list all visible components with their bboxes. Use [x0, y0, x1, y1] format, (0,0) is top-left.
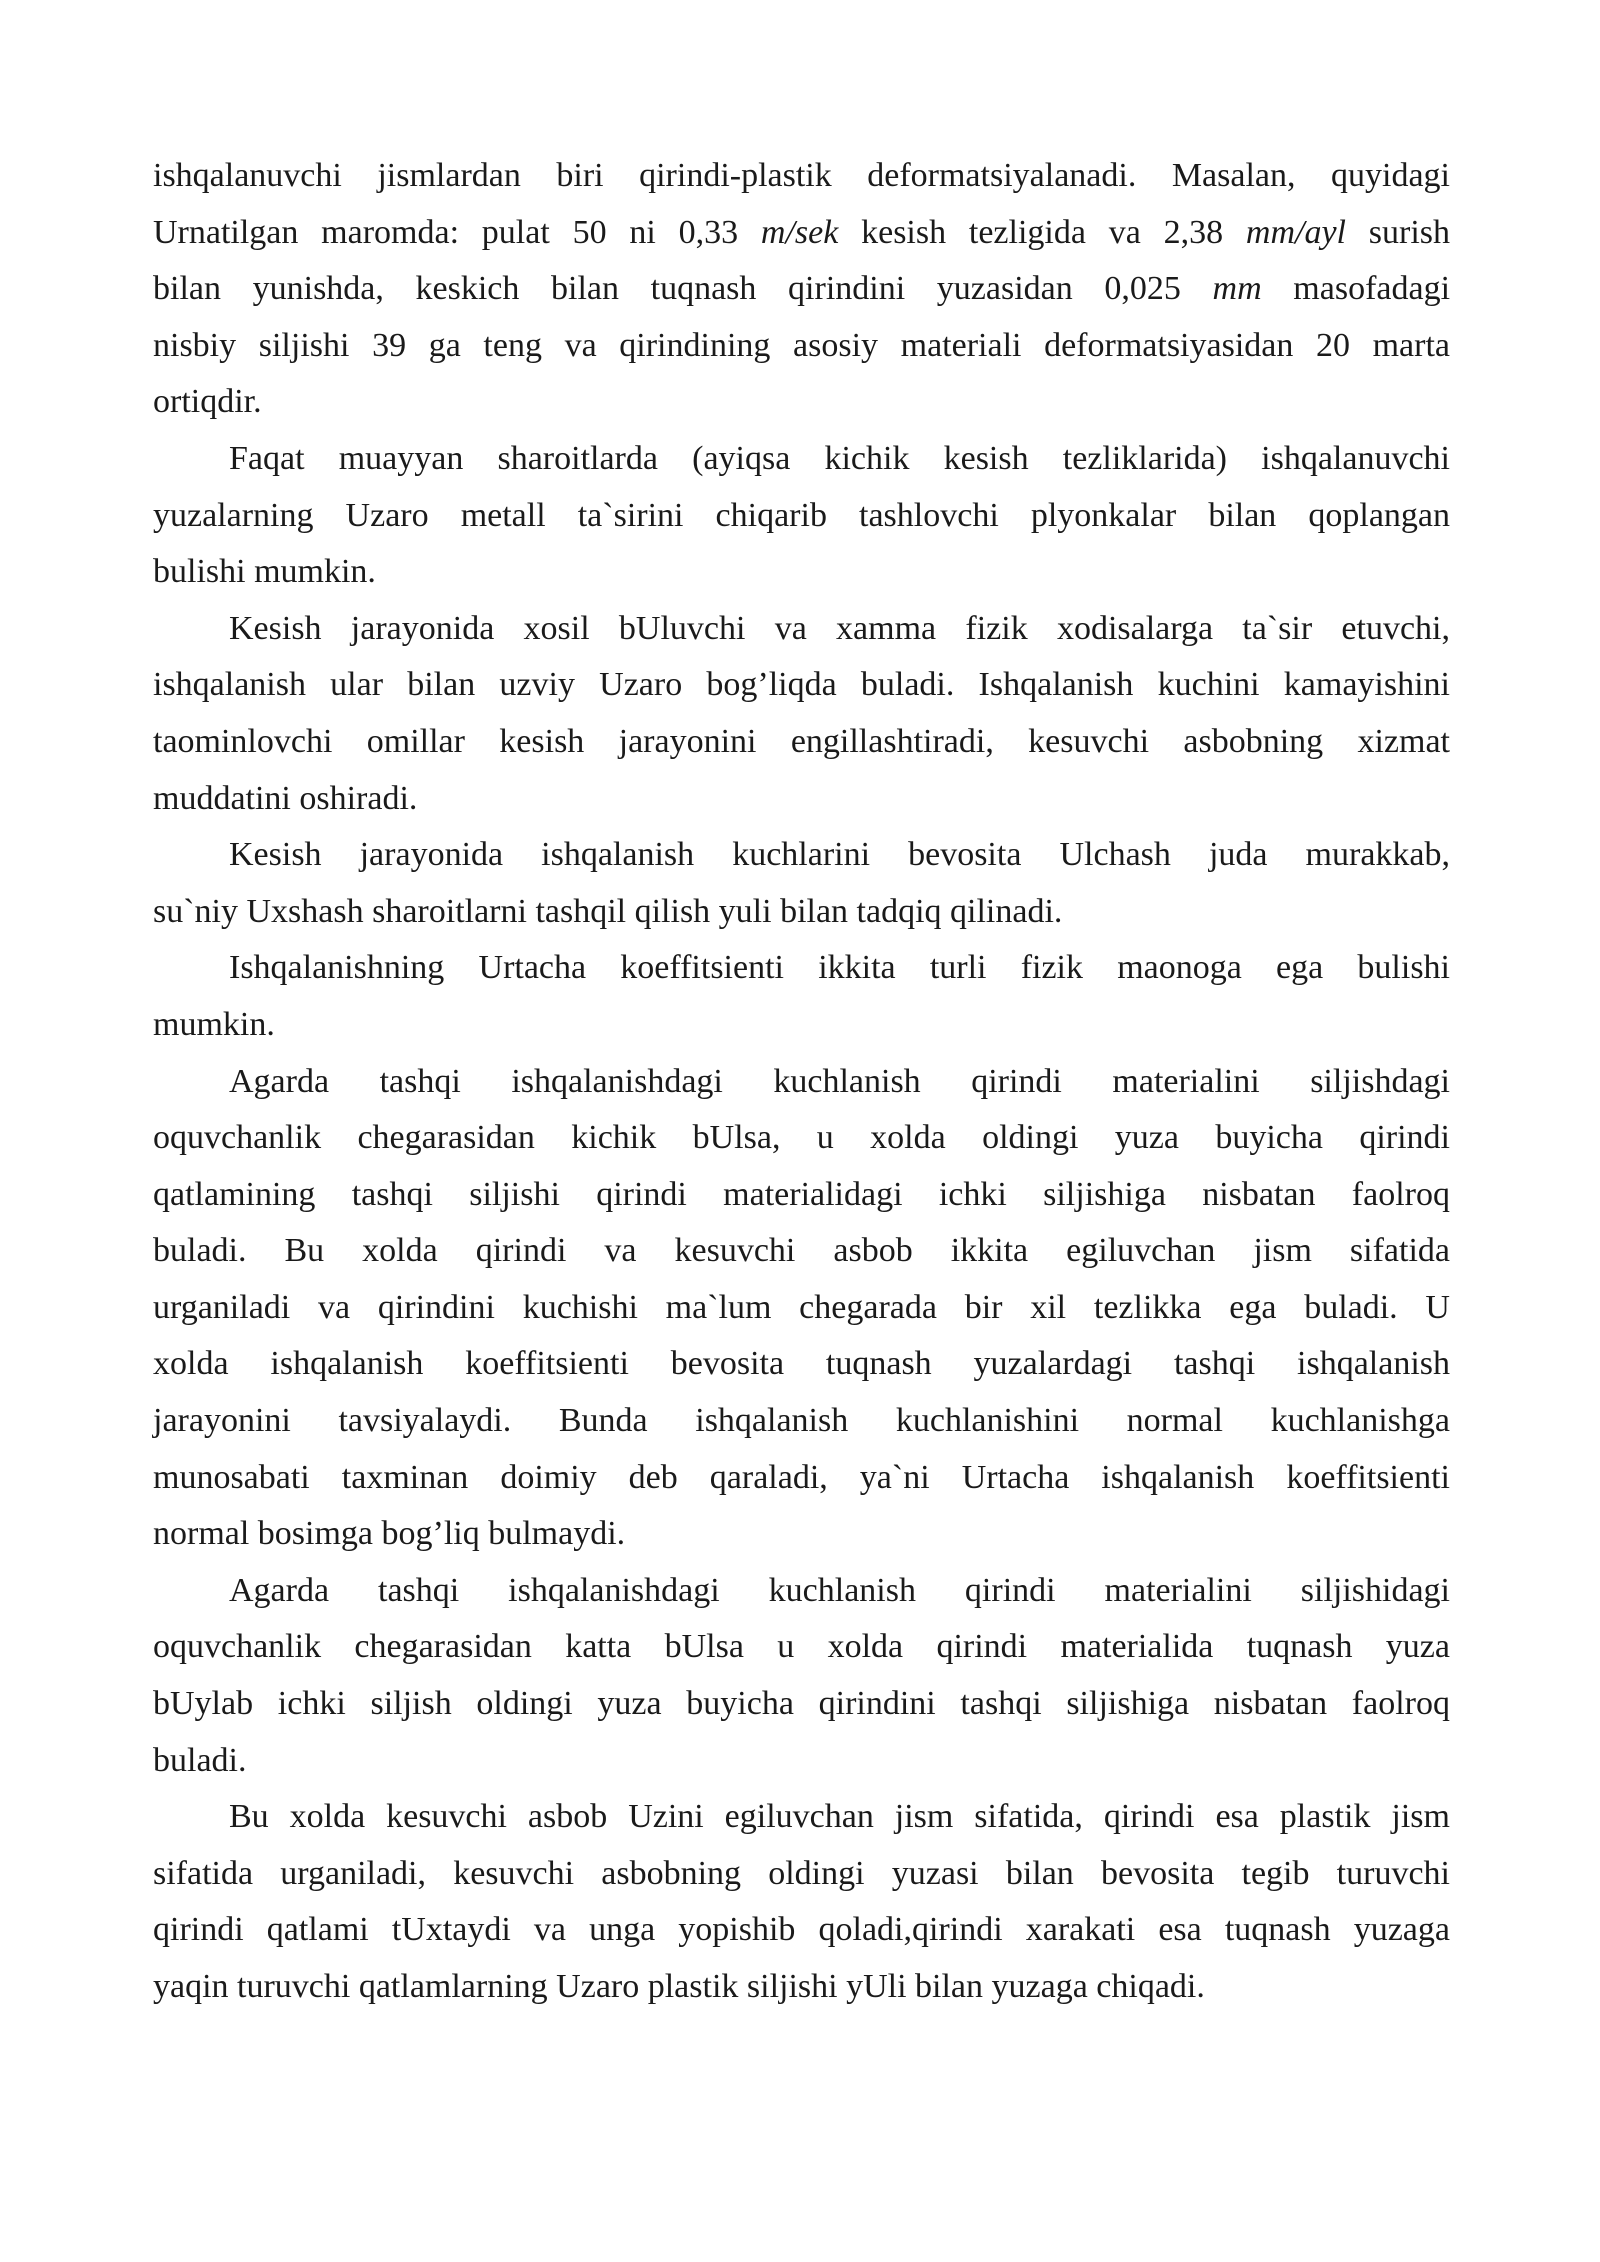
text-line — [153, 544, 1450, 601]
text-segment: nisbiy siljishi 39 ga teng va qirindining asosiy materiali deformatsiyasidan 20 marta — [153, 326, 1450, 364]
paragraph — [153, 940, 1450, 1053]
text-segment: jarayonini tavsiyalaydi. Bunda ishqalanish kuchlanishini normal kuchlanishga — [153, 1402, 1450, 1440]
text-line — [153, 601, 1450, 658]
text-line — [153, 1959, 1450, 2016]
text-line — [153, 1280, 1450, 1337]
text-segment: yuzalarning Uzaro metall ta`sirini chiqarib tashlovchi plyonkalar bilan qoplangan — [153, 496, 1450, 534]
italic-unit: m/sek — [760, 213, 839, 251]
text-segment: oquvchanlik chegarasidan katta bUlsa u xolda qirindi materialida tuqnash yuza — [153, 1628, 1450, 1666]
text-segment: buladi. Bu xolda qirindi va kesuvchi asbob ikkita egiluvchan jism sifatida — [153, 1232, 1450, 1270]
text-segment: normal bosimga bog’liq bulmaydi. — [153, 1515, 626, 1553]
text-segment: bulishi mumkin. — [153, 553, 376, 591]
text-line — [153, 940, 1450, 997]
text-line — [153, 318, 1450, 375]
text-line — [153, 1846, 1450, 1903]
text-segment: muddatini oshiradi. — [153, 779, 418, 817]
text-line — [153, 714, 1450, 771]
text-line — [153, 771, 1450, 828]
text-line — [153, 884, 1450, 941]
text-line — [153, 1789, 1450, 1846]
text-line — [153, 1450, 1450, 1507]
text-line — [153, 431, 1450, 488]
text-segment: Agarda tashqi ishqalanishdagi kuchlanish qirindi materialini siljishdagi — [229, 1062, 1450, 1100]
text-segment: taominlovchi omillar kesish jarayonini engillashtiradi, kesuvchi asbobning xizmat — [153, 722, 1450, 760]
text-segment: Agarda tashqi ishqalanishdagi kuchlanish qirindi materialini siljishidagi — [229, 1571, 1450, 1609]
text-segment: kesish tezligida va 2,38 — [838, 213, 1246, 251]
text-segment: ishqalanuvchi jismlardan biri qirindi-plastik deformatsiyalanadi. Masalan, quyidagi — [153, 157, 1450, 194]
text-segment: Faqat muayyan sharoitlarda (ayiqsa kichik kesish tezliklarida) ishqalanuvchi — [229, 439, 1450, 477]
paragraph — [153, 431, 1450, 601]
text-line — [153, 1506, 1450, 1563]
text-segment: xolda ishqalanish koeffitsienti bevosita tuqnash yuzalardagi tashqi ishqalanish — [153, 1345, 1450, 1383]
text-segment: surish — [1345, 213, 1451, 251]
text-segment: ortiqdir. — [153, 383, 262, 421]
text-segment: Bu xolda kesuvchi asbob Uzini egiluvchan jism sifatida, qirindi esa plastik jism — [229, 1798, 1450, 1836]
text-line — [153, 1676, 1450, 1733]
text-line — [153, 1054, 1450, 1111]
text-line — [153, 1167, 1450, 1224]
text-line — [153, 261, 1450, 318]
text-line — [153, 657, 1450, 714]
text-segment: Ishqalanishning Urtacha koeffitsienti ikkita turli fizik maonoga ega bulishi — [229, 949, 1450, 987]
text-segment: Urnatilgan maromda: pulat 50 ni 0,33 — [153, 213, 761, 251]
text-segment: yaqin turuvchi qatlamlarning Uzaro plastik siljishi yUli bilan yuzaga chiqadi. — [153, 1968, 1205, 2005]
text-line — [153, 148, 1450, 205]
text-line — [153, 374, 1450, 431]
text-line — [153, 1902, 1450, 1959]
text-line — [153, 1563, 1450, 1620]
text-segment: buladi. — [153, 1741, 247, 1779]
text-line — [153, 1619, 1450, 1676]
italic-unit: mm/ayl — [1245, 213, 1346, 251]
paragraph — [153, 1054, 1450, 1563]
paragraph — [153, 601, 1450, 827]
text-segment: bilan yunishda, keskich bilan tuqnash qirindini yuzasidan 0,025 — [153, 270, 1213, 308]
text-segment: ishqalanish ular bilan uzviy Uzaro bog’liqda buladi. Ishqalanish kuchini kamayishini — [153, 666, 1450, 704]
text-line — [153, 1393, 1450, 1450]
text-segment: Kesish jarayonida ishqalanish kuchlarini bevosita Ulchash juda murakkab, — [229, 836, 1450, 874]
text-segment: su`niy Uxshash sharoitlarni tashqil qilish yuli bilan tadqiq qilinadi. — [153, 892, 1063, 930]
text-segment: urganiladi va qirindini kuchishi ma`lum chegarada bir xil tezlikka ega buladi. U — [153, 1288, 1450, 1326]
text-segment: masofadagi — [1261, 270, 1451, 308]
text-segment: mumkin. — [153, 1005, 275, 1043]
text-segment: munosabati taxminan doimiy deb qaraladi, ya`ni Urtacha ishqalanish koeffitsienti — [153, 1458, 1450, 1496]
text-segment: oquvchanlik chegarasidan kichik bUlsa, u xolda oldingi yuza buyicha qirindi — [153, 1119, 1450, 1157]
text-segment: bUylab ichki siljish oldingi yuza buyicha qirindini tashqi siljishiga nisbatan faolroq — [153, 1685, 1450, 1723]
text-line — [153, 205, 1450, 262]
text-line — [153, 1110, 1450, 1167]
text-line — [153, 997, 1450, 1054]
text-segment: sifatida urganiladi, kesuvchi asbobning oldingi yuzasi bilan bevosita tegib turuvchi — [153, 1854, 1450, 1892]
document-page — [153, 148, 1450, 2016]
text-line — [153, 488, 1450, 545]
paragraph — [153, 148, 1450, 431]
paragraph — [153, 827, 1450, 940]
text-segment: qatlamining tashqi siljishi qirindi materialidagi ichki siljishiga nisbatan faolroq — [153, 1175, 1450, 1213]
text-line — [153, 1223, 1450, 1280]
text-line — [153, 1336, 1450, 1393]
text-segment: Kesish jarayonida xosil bUluvchi va xamma fizik xodisalarga ta`sir etuvchi, — [229, 609, 1450, 647]
paragraph — [153, 1789, 1450, 2015]
italic-unit: mm — [1212, 270, 1262, 308]
paragraph — [153, 1563, 1450, 1789]
text-segment: qirindi qatlami tUxtaydi va unga yopishib qoladi,qirindi xarakati esa tuqnash yuzaga — [153, 1911, 1450, 1949]
text-line — [153, 1733, 1450, 1790]
text-line — [153, 827, 1450, 884]
